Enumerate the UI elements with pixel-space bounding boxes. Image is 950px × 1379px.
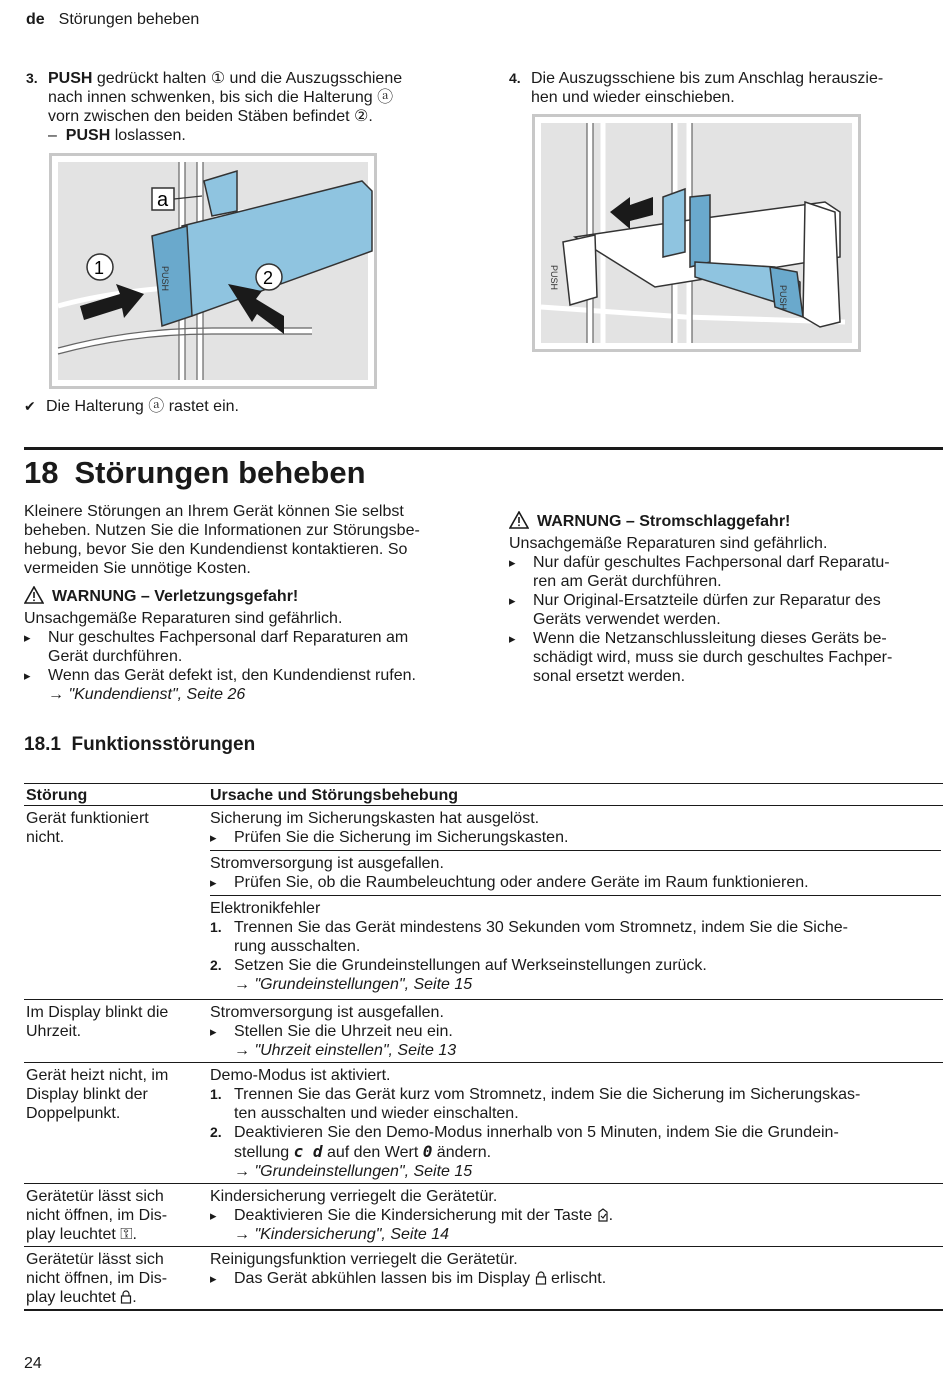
table-row: [24, 1247, 943, 1311]
cause-text: Reinigungsfunktion verriegelt die Gerätetür.: [210, 1251, 518, 1268]
intro-paragraph: [24, 502, 474, 578]
figure-rail-pull: [532, 114, 861, 352]
step-number: 4.: [509, 70, 521, 86]
step-text: loslassen.: [110, 127, 186, 144]
column-header: Ursache und Störungsbehebung: [208, 784, 943, 806]
warning-title: WARNUNG – Stromschlaggefahr!: [537, 513, 791, 530]
push-rail-label: PUSH: [160, 266, 170, 292]
warning-bullet: ▸ Nur dafür geschultes Fachpersonal darf Reparatu- ren am Gerät durchführen.: [509, 553, 943, 591]
padlock-icon: [120, 1289, 132, 1306]
step-text: vorn zwischen den beiden Stäben befindet ②.: [48, 108, 373, 125]
subsection-number: 18.1: [24, 734, 61, 755]
table-header-row: [24, 784, 943, 806]
intro-line: beheben. Nutzen Sie die Informationen zur Störungsbe-: [24, 522, 420, 539]
fault-table: [24, 783, 943, 1311]
push-right-label: PUSH: [778, 285, 788, 311]
column-header: Störung: [24, 784, 208, 806]
warning-triangle-icon: [509, 511, 529, 534]
cause-text: Stromversorgung ist ausgefallen.: [210, 855, 444, 872]
table-row: [24, 806, 943, 1000]
section-rule: [24, 447, 943, 450]
remedy-bullet: ▸ Prüfen Sie die Sicherung im Sicherungskasten.: [210, 828, 941, 847]
remedy-cell: [208, 1000, 943, 1063]
remedy-step: 2. Setzen Sie die Grundeinstellungen auf Werkseinstellungen zurück.: [210, 957, 707, 974]
warning-bullet: ▸ Nur Original-Ersatzteile dürfen zur Reparatur des Geräts verwendet werden.: [509, 591, 943, 629]
warning-injury: [24, 586, 484, 704]
padlock-icon: [535, 1270, 547, 1287]
fault-cell: Gerätetür lässt sich nicht öffnen, im Dis- play leuchtet ⚿.: [24, 1184, 208, 1247]
page-header: [26, 10, 199, 29]
section-18-1-heading: [24, 734, 255, 756]
remedy-bullet: ▸ Prüfen Sie, ob die Raumbeleuchtung oder andere Geräte im Raum funktionieren.: [210, 873, 941, 892]
step-3: [26, 69, 466, 145]
warning-text: Unsachgemäße Reparaturen sind gefährlich.: [24, 610, 343, 627]
label-a: a: [157, 189, 169, 211]
display-value: 0: [422, 1142, 433, 1161]
table-row: [24, 1000, 943, 1063]
remedy-bullet: ▸ Stellen Sie die Uhrzeit neu ein.: [210, 1022, 941, 1041]
label-1: 1: [94, 258, 105, 278]
warning-title: WARNUNG – Verletzungsgefahr!: [52, 588, 299, 605]
remedy-step: 1. Trennen Sie das Gerät mindestens 30 Sekunden vom Stromnetz, indem Sie die Siche- rung ausschalten.: [210, 919, 848, 955]
fault-cell: Im Display blinkt die Uhrzeit.: [24, 1000, 208, 1063]
key-lock-icon: [597, 1207, 609, 1224]
push-label: PUSH: [48, 70, 93, 87]
language-code: de: [26, 11, 45, 28]
result-line: [24, 397, 239, 416]
warning-bullet: ▸ Wenn die Netzanschlussleitung dieses Geräts be- schädigt wird, muss sie durch geschultes Fachper- sonal ersetzt werden.: [509, 629, 943, 686]
step-number: 3.: [26, 70, 38, 86]
remedy-bullet: ▸ Das Gerät abkühlen lassen bis im Display erlischt.: [210, 1269, 941, 1288]
link-uhrzeit[interactable]: → "Uhrzeit einstellen", Seite 13: [234, 1042, 457, 1059]
warning-bullet: ▸ Nur geschultes Fachpersonal darf Reparaturen am Gerät durchführen.: [24, 628, 484, 666]
subsection-title: Funktionsstörungen: [71, 734, 256, 755]
intro-line: vermeiden Sie unnötige Kosten.: [24, 560, 251, 577]
link-kindersicherung[interactable]: → "Kindersicherung", Seite 14: [234, 1226, 450, 1243]
warning-bullet: ▸ Wenn das Gerät defekt ist, den Kundendienst rufen.: [24, 666, 484, 685]
remedy-cell: [208, 1247, 943, 1311]
fault-cell: Gerätetür lässt sich nicht öffnen, im Dis- play leuchtet .: [24, 1247, 208, 1311]
cause-text: Elektronikfehler: [210, 900, 321, 917]
section-title: Störungen beheben: [74, 455, 366, 490]
remedy-bullet: ▸ Deaktivieren Sie die Kindersicherung mit der Taste .: [210, 1206, 941, 1225]
remedy-cell: [208, 1063, 943, 1184]
link-grundeinstellungen[interactable]: → "Grundeinstellungen", Seite 15: [234, 1163, 473, 1180]
table-row: [24, 1184, 943, 1247]
step-text: gedrückt halten ① und die Auszugsschiene: [92, 70, 403, 87]
cause-text: Demo-Modus ist aktiviert.: [210, 1067, 391, 1084]
sub-dash: –: [48, 127, 57, 144]
fault-cell: Gerät funktioniert nicht.: [24, 806, 208, 1000]
warning-text: Unsachgemäße Reparaturen sind gefährlich.: [509, 535, 828, 552]
label-2: 2: [263, 268, 274, 288]
cause-text: Kindersicherung verriegelt die Gerätetür.: [210, 1188, 498, 1205]
warning-triangle-icon: [24, 586, 44, 609]
page-number: 24: [24, 1355, 42, 1372]
fault-cell: Gerät heizt nicht, im Display blinkt der Doppelpunkt.: [24, 1063, 208, 1184]
step-text: Die Auszugsschiene bis zum Anschlag herauszie-: [531, 70, 884, 87]
intro-line: Kleinere Störungen an Ihrem Gerät können Sie selbst: [24, 503, 404, 520]
link-grundeinstellungen[interactable]: → "Grundeinstellungen", Seite 15: [234, 976, 473, 993]
intro-line: hebung, bevor Sie den Kundendienst kontaktieren. So: [24, 541, 408, 558]
table-row: [24, 1063, 943, 1184]
cause-text: Sicherung im Sicherungskasten hat ausgelöst.: [210, 810, 540, 827]
cause-text: Stromversorgung ist ausgefallen.: [210, 1004, 444, 1021]
link-kundendienst[interactable]: → "Kundendienst", Seite 26: [48, 686, 246, 703]
step-text: nach innen schwenken, bis sich die Halterung ⓐ: [48, 89, 394, 106]
remedy-cell: [208, 806, 943, 1000]
result-text: Die Halterung ⓐ rastet ein.: [46, 398, 239, 415]
remedy-cell: [208, 1184, 943, 1247]
warning-shock: [509, 511, 943, 686]
checkmark-icon: ✔: [24, 398, 36, 414]
push-left-label: PUSH: [549, 265, 559, 291]
section-number: 18: [24, 455, 59, 490]
remedy-step: 2. Deaktivieren Sie den Demo-Modus innerhalb von 5 Minuten, indem Sie die Grundein- stellung c d auf den Wert 0 ändern.: [210, 1124, 839, 1161]
header-title: Störungen beheben: [58, 11, 200, 28]
step-4: [509, 69, 939, 107]
remedy-step: 1. Trennen Sie das Gerät kurz vom Stromnetz, indem Sie die Sicherung im Sicherungskas- ten ausschalten und wieder einschalten.: [210, 1086, 861, 1122]
display-code: c d: [293, 1142, 323, 1161]
section-18-heading: [24, 455, 366, 491]
step-text: hen und wieder einschieben.: [531, 89, 735, 106]
figure-rail-push: [49, 153, 377, 389]
push-label: PUSH: [65, 127, 111, 144]
